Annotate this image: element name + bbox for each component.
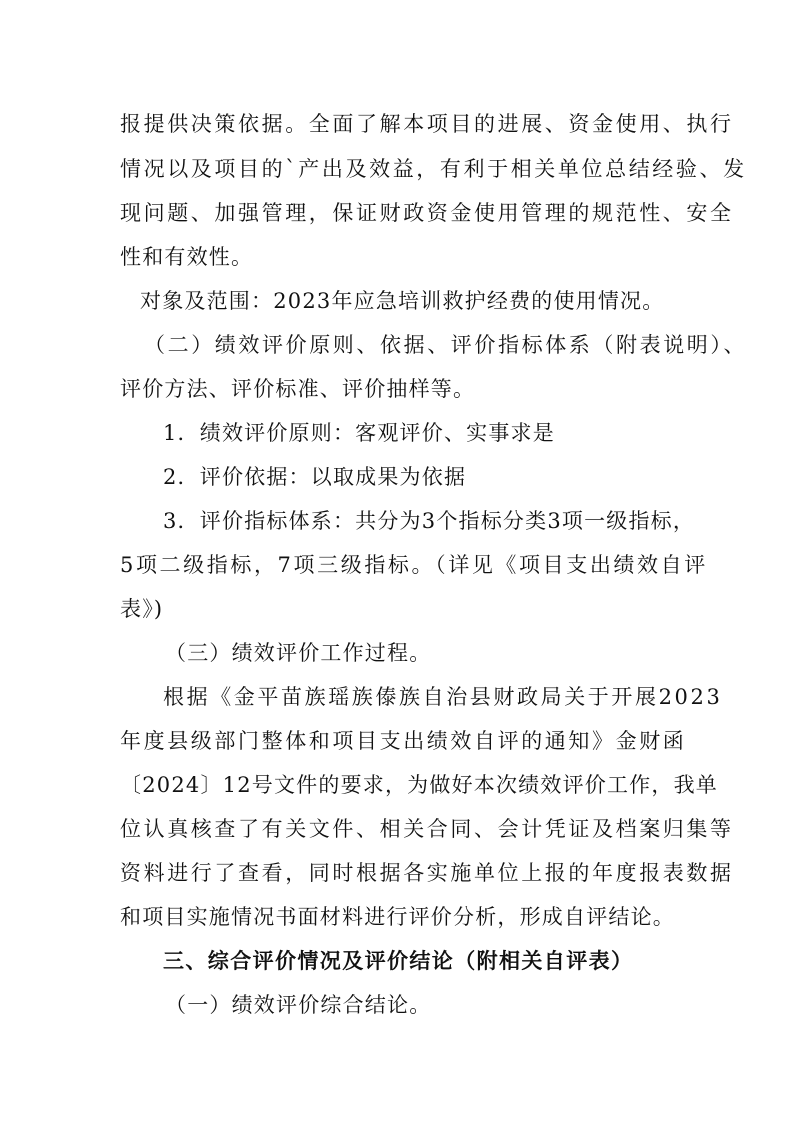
paragraph-line: 5项二级指标，7项三级指标。（详见《项目支出绩效自评 [120,553,708,577]
paragraph-line: 报提供决策依据。全面了解本项目的进展、资金使用、执行 [120,112,734,136]
paragraph-line: 〔2024〕12号文件的要求，为做好本次绩效评价工作，我单 [120,773,718,797]
section-heading-three: 三、综合评价情况及评价结论（附相关自评表） [163,949,634,973]
section-heading-2: （二）绩效评价原则、依据、评价指标体系（附表说明）、 [144,333,748,357]
scope-line: 对象及范围：2023年应急培训救护经费的使用情况。 [140,289,665,313]
section-heading-3: （三）绩效评价工作过程。 [165,641,432,665]
paragraph-line: 性和有效性。 [120,245,254,269]
paragraph-line: 和项目实施情况书面材料进行评价分析，形成自评结论。 [120,905,675,929]
paragraph-line: 位认真核查了有关文件、相关合同、会计凭证及档案归集等 [120,817,734,841]
paragraph-line: 根据《金平苗族瑶族傣族自治县财政局关于开展2023 [163,685,723,709]
paragraph-line: 资料进行了查看，同时根据各实施单位上报的年度报表数据 [120,861,734,885]
paragraph-line: 评价方法、评价标准、评价抽样等。 [120,377,476,401]
list-item-1: 1．绩效评价原则：客观评价、实事求是 [163,421,555,445]
list-item-2: 2．评价依据：以取成果为依据 [163,465,467,489]
list-item-3: 3．评价指标体系：共分为3个指标分类3项一级指标， [163,509,696,533]
paragraph-line: 情况以及项目的`产出及效益，有利于相关单位总结经验、发 [120,157,747,181]
paragraph-line: 现问题、加强管理，保证财政资金使用管理的规范性、安全 [120,201,734,225]
section-heading-1: （一）绩效评价综合结论。 [165,993,432,1017]
paragraph-line: 年度县级部门整体和项目支出绩效自评的通知》金财函 [120,729,687,753]
paragraph-line: 表》) [120,597,164,621]
